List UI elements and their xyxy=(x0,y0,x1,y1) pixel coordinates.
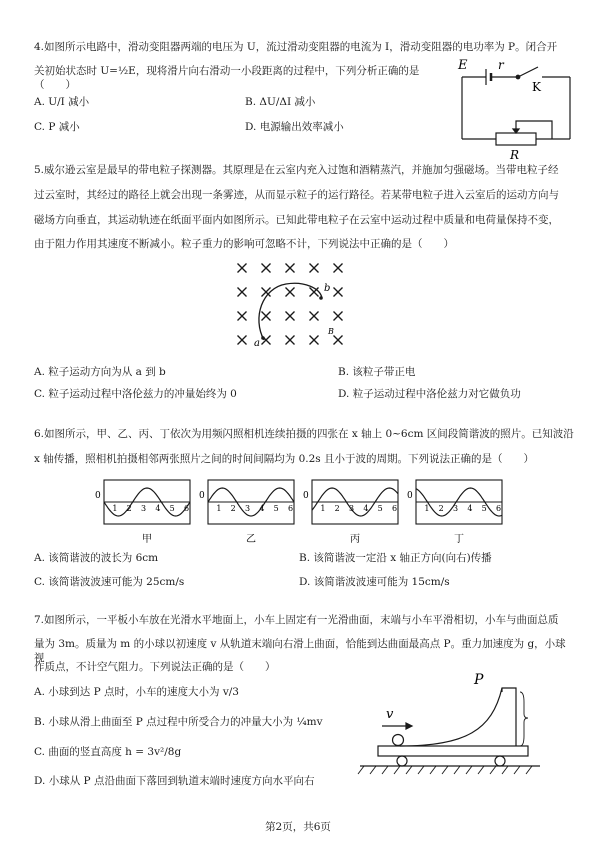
wave-panel-label: 丙 xyxy=(350,534,360,545)
wave-tick-label: 6 xyxy=(496,504,502,513)
wave-tick-label: 4 xyxy=(155,504,161,513)
wave-tick-label: 4 xyxy=(363,504,369,513)
wave-tick-label: 6 xyxy=(288,504,294,513)
wave-tick-label: 1 xyxy=(216,504,222,513)
q5-option-d[interactable]: D. 粒子运动过程中洛伦兹力对它做负功 xyxy=(338,388,521,400)
wave-tick-label: 2 xyxy=(334,504,340,513)
wave-zero-label: 0 xyxy=(303,491,309,501)
q7-option-c[interactable]: C. 曲面的竖直高度 h = 3v²/8g xyxy=(34,746,182,758)
q7-stem-line2: 量为 3m。质量为 m 的小球以初速度 v 从轨道末端向右滑上曲面，恰能到达曲面最高点 P。重力加速度为 g，小球视 xyxy=(34,638,566,665)
q4-label-k: K xyxy=(532,80,541,94)
wave-tick-label: 5 xyxy=(377,504,383,513)
wave-tick-label: 1 xyxy=(320,504,326,513)
q5-option-b[interactable]: B. 该粒子带正电 xyxy=(338,366,416,378)
wave-tick-label: 4 xyxy=(259,504,265,513)
q6-stem-line1: 6.如图所示，甲、乙、丙、丁依次为用频闪照相机连续拍摄的四张在 x 轴上 0~6cm 区间段简谐波的照片。已知波沿 xyxy=(34,428,574,440)
wave-tick-label: 3 xyxy=(141,504,147,513)
q4-option-a[interactable]: A. U/I 减小 xyxy=(34,96,90,108)
q7-option-a[interactable]: A. 小球到达 P 点时，小车的速度大小为 v/3 xyxy=(34,686,239,698)
page-footer: 第2页，共6页 xyxy=(265,821,331,833)
q6-stem-line2: x 轴传播，照相机拍摄相邻两张照片之间的时间间隔均为 0.2s 且小于波的周期。下列说法正确的是（ ） xyxy=(34,453,535,465)
q4-circuit-diagram xyxy=(458,55,578,162)
q5-stem-line2: 过云室时，其经过的路径上就会出现一条雾迹，从而显示粒子的运行路径。若某带电粒子进入云室后的运动方向与 xyxy=(34,189,559,201)
wave-tick-label: 2 xyxy=(230,504,236,513)
wave-tick-label: 5 xyxy=(169,504,175,513)
q6-wave-panels xyxy=(92,474,512,544)
wave-tick-label: 2 xyxy=(126,504,132,513)
q4-label-r: r xyxy=(498,58,504,72)
q6-option-a[interactable]: A. 该简谐波的波长为 6cm xyxy=(34,552,159,564)
wave-zero-label: 0 xyxy=(407,491,413,501)
q7-label-p: P xyxy=(474,672,484,688)
wave-tick-label: 6 xyxy=(392,504,398,513)
q5-cloud-chamber-diagram xyxy=(232,258,362,358)
wave-tick-label: 3 xyxy=(245,504,251,513)
q7-option-b[interactable]: B. 小球从滑上曲面至 P 点过程中所受合力的冲量大小为 ¼mv xyxy=(34,716,323,728)
q6-option-c[interactable]: C. 该简谐波波速可能为 25cm/s xyxy=(34,576,185,588)
wave-zero-label: 0 xyxy=(199,491,205,501)
wave-tick-label: 5 xyxy=(273,504,279,513)
q5-label-field-b: B xyxy=(328,327,334,336)
q6-option-d[interactable]: D. 该简谐波波速可能为 15cm/s xyxy=(299,576,450,588)
q4-option-c[interactable]: C. P 减小 xyxy=(34,121,80,133)
q4-stem-line2: 关初始状态时 U=½E，现将滑片向右滑动一小段距离的过程中，下列分析正确的是（ ） xyxy=(34,65,420,92)
q4-option-b[interactable]: B. ΔU/ΔI 减小 xyxy=(245,96,316,108)
q7-stem-line3: 作质点，不计空气阻力。下列说法正确的是（ ） xyxy=(34,661,276,673)
q4-option-d[interactable]: D. 电源输出效率减小 xyxy=(245,121,344,133)
wave-tick-label: 3 xyxy=(349,504,355,513)
q5-option-c[interactable]: C. 粒子运动过程中洛伦兹力的冲量始终为 0 xyxy=(34,388,237,400)
q5-stem-line3: 磁场方向垂直，其运动轨迹在纸面平面内如图所示。已知此带电粒子在云室中运动过程中质量和电荷量保持不变， xyxy=(34,214,559,226)
wave-zero-label: 0 xyxy=(95,491,101,501)
q4-stem-line1: 4.如图所示电路中，滑动变阻器两端的电压为 U，流过滑动变阻器的电流为 I，滑动变阻器的电功率为 P。闭合开 xyxy=(34,41,558,53)
q5-stem-line1: 5.威尔逊云室是最早的带电粒子探测器。其原理是在云室内充入过饱和酒精蒸汽，并施加匀强磁场。当带电粒子经 xyxy=(34,164,559,176)
q5-option-a[interactable]: A. 粒子运动方向为从 a 到 b xyxy=(34,366,166,378)
q5-label-b: b xyxy=(324,283,331,294)
q4-label-e: E xyxy=(458,58,468,73)
wave-tick-label: 6 xyxy=(184,504,190,513)
q6-option-b[interactable]: B. 该简谐波一定沿 x 轴正方向(向右)传播 xyxy=(299,552,492,564)
q4-label-r-resistor: R xyxy=(510,148,520,162)
wave-tick-label: 3 xyxy=(453,504,459,513)
q5-stem-line4: 由于阻力作用其速度不断减小。粒子重力的影响可忽略不计，下列说法中正确的是（ ） xyxy=(34,238,454,250)
wave-tick-label: 1 xyxy=(112,504,118,513)
q7-label-v: v xyxy=(386,707,394,722)
q7-stem-line1: 7.如图所示，一平板小车放在光滑水平地面上，小车上固定有一光滑曲面，末端与小车平滑相切，小车与曲面总质 xyxy=(34,614,559,626)
q7-cart-diagram xyxy=(356,672,546,792)
wave-tick-label: 5 xyxy=(481,504,487,513)
q5-label-a: a xyxy=(254,338,260,349)
wave-panel-label: 甲 xyxy=(142,534,152,545)
q7-option-d[interactable]: D. 小球从 P 点沿曲面下落回到轨道末端时速度方向水平向右 xyxy=(34,775,315,787)
wave-tick-label: 4 xyxy=(467,504,473,513)
wave-tick-label: 2 xyxy=(438,504,444,513)
wave-tick-label: 1 xyxy=(424,504,430,513)
wave-panel-label: 丁 xyxy=(454,534,464,545)
wave-panel-label: 乙 xyxy=(246,534,256,545)
